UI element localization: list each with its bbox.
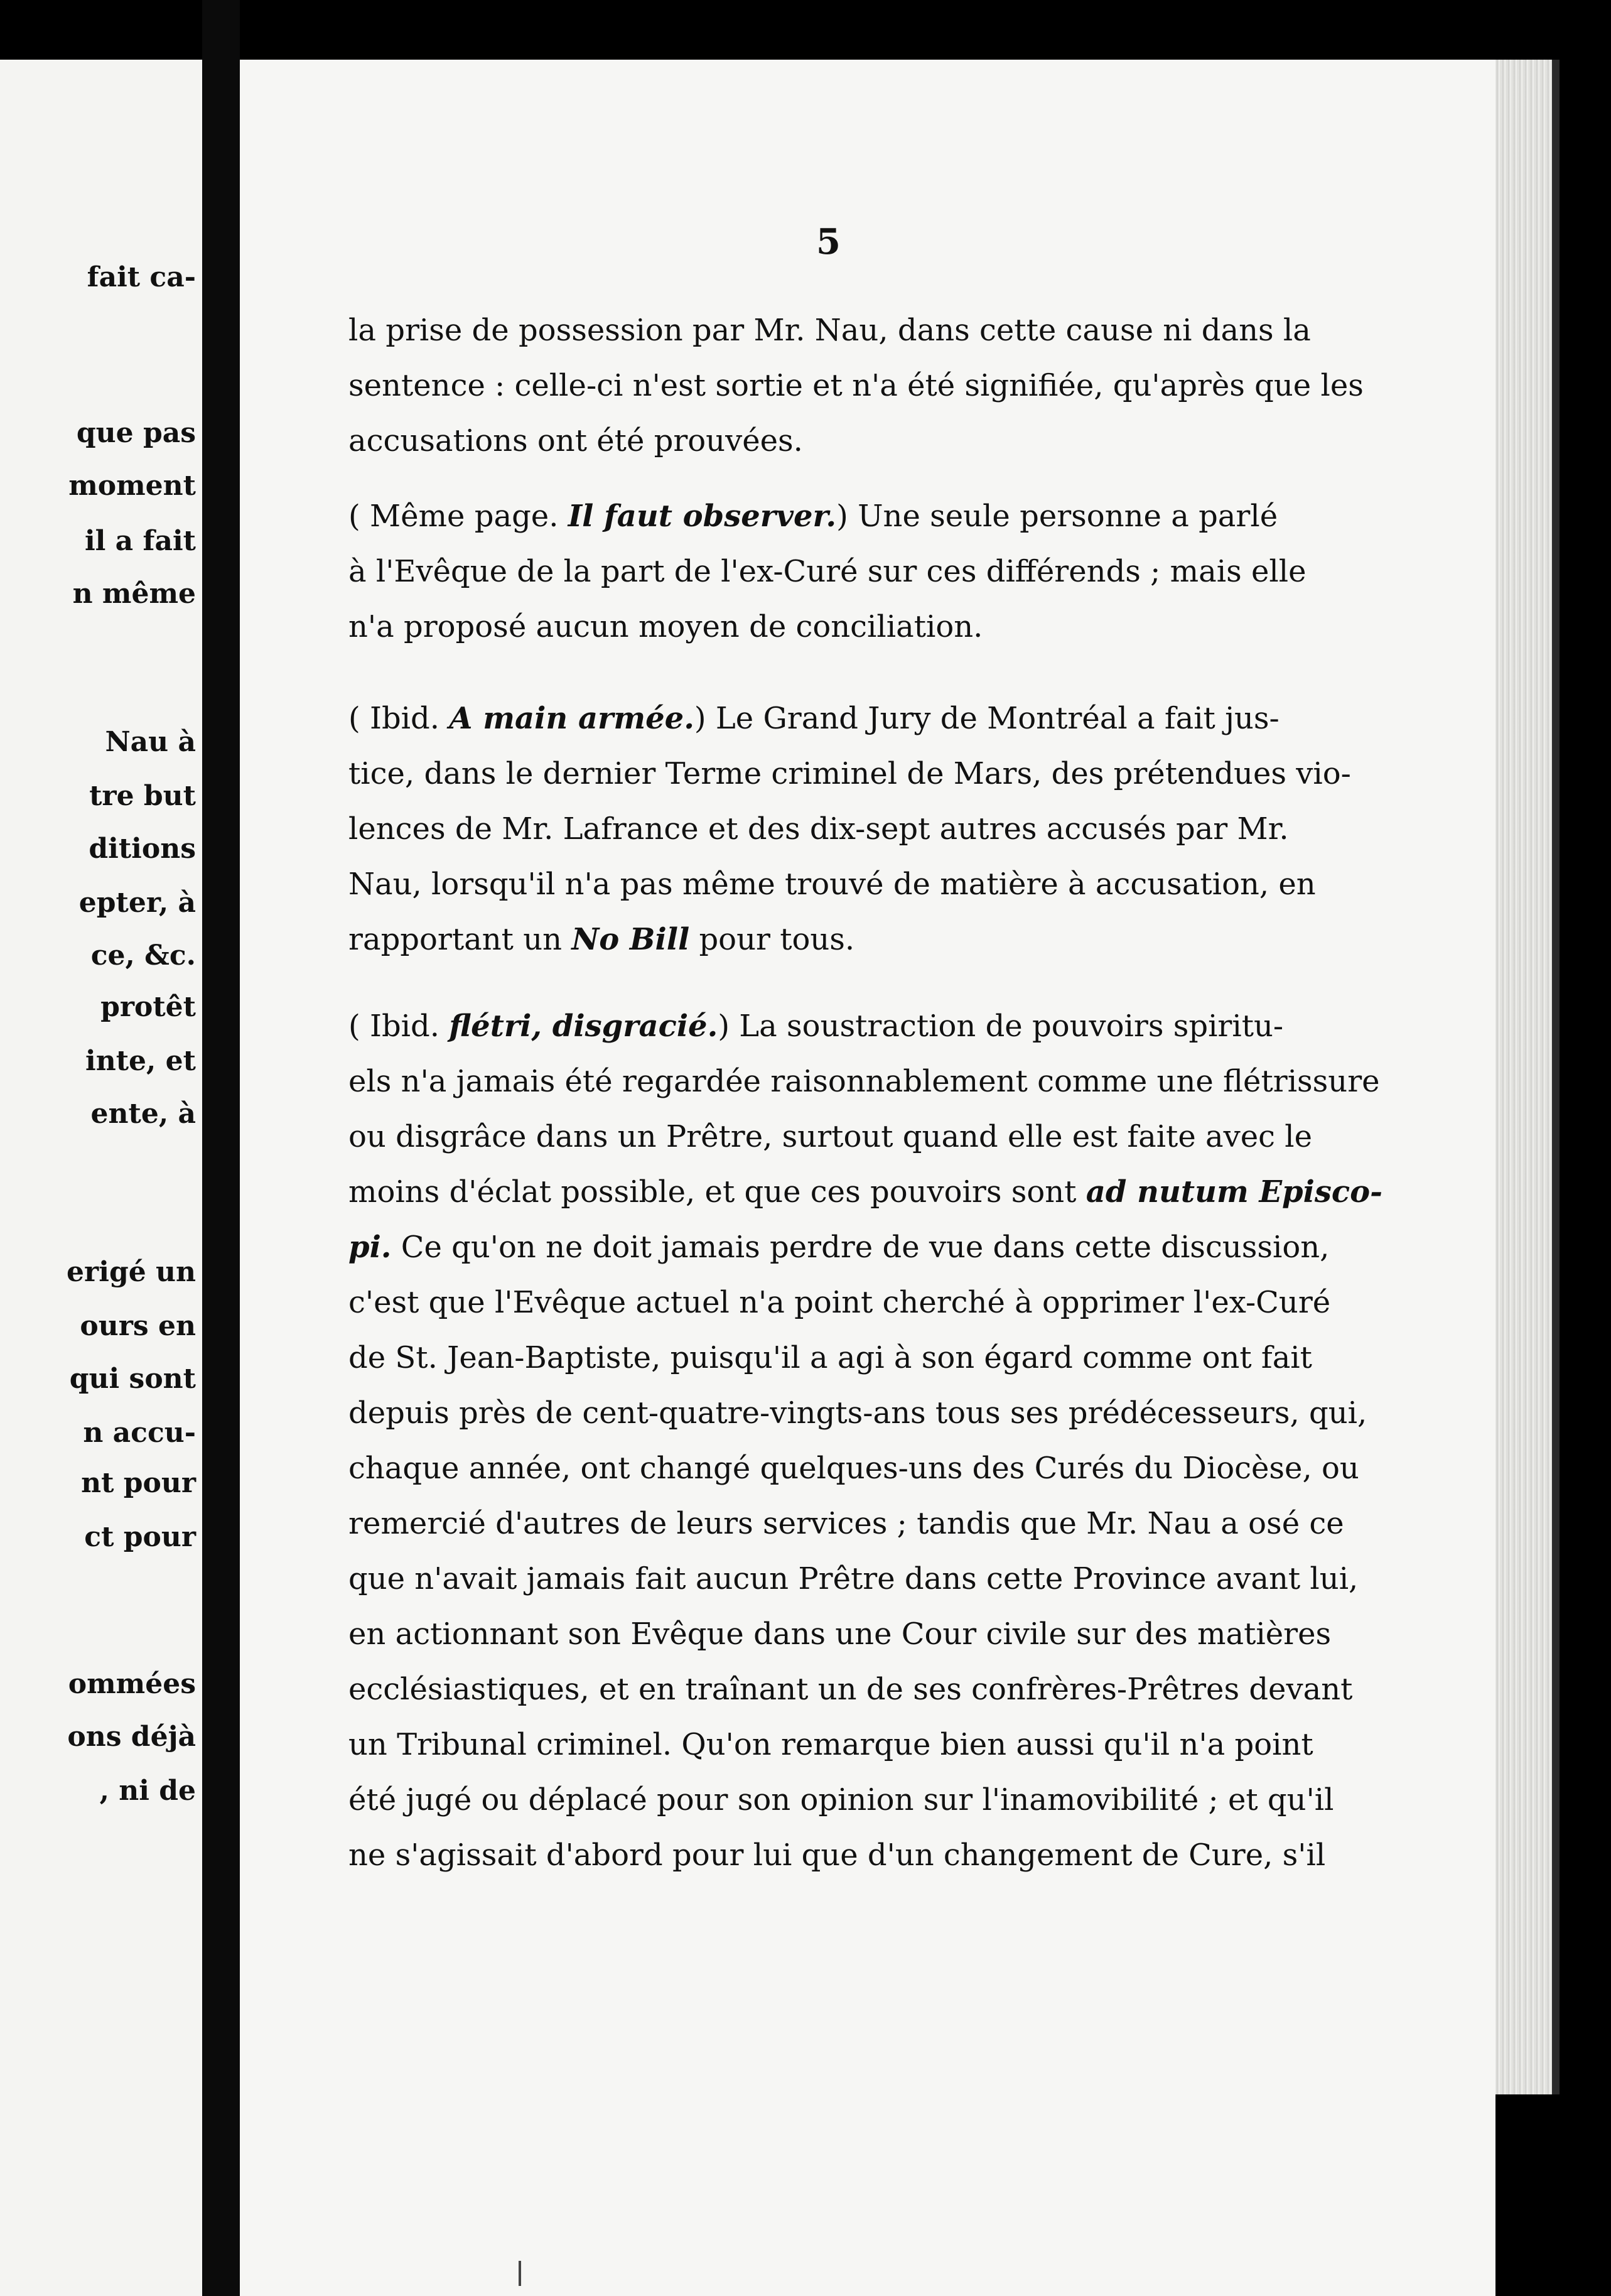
text-run: c'est que l'Evêque actuel n'a point cherché à opprimer l'ex-Curé bbox=[348, 1285, 1331, 1320]
text-line bbox=[348, 1275, 1331, 1330]
text-run: été jugé ou déplacé pour son opinion sur l'inamovibilité ; et qu'il bbox=[348, 1782, 1334, 1817]
left-page-fragment: ommées bbox=[68, 1668, 196, 1700]
text-run: ) Le Grand Jury de Montréal a fait jus- bbox=[694, 701, 1280, 736]
text-run: rapportant un bbox=[348, 922, 572, 957]
left-page-fragment: tre but bbox=[89, 780, 196, 812]
text-run: sentence : celle-ci n'est sortie et n'a été signifiée, qu'après que les bbox=[348, 368, 1364, 403]
text-line bbox=[348, 1717, 1318, 1772]
text-run: remercié d'autres de leurs services ; tandis que Mr. Nau a osé ce bbox=[348, 1506, 1344, 1541]
text-run: depuis près de cent-quatre-vingts-ans tous ses prédécesseurs, qui, bbox=[348, 1395, 1367, 1431]
left-page-fragment: epter, à bbox=[78, 887, 196, 919]
text-run: la prise de possession par Mr. Nau, dans cette cause ni dans la bbox=[348, 313, 1311, 348]
scan-mark bbox=[519, 2261, 521, 2286]
left-page-fragment: ditions bbox=[89, 833, 196, 865]
text-line bbox=[348, 1828, 1326, 1883]
left-page-fragment: ours en bbox=[80, 1310, 196, 1342]
left-page-fragment: ce, &c. bbox=[90, 940, 196, 972]
paragraph-p4 bbox=[348, 999, 1383, 1883]
book-gutter bbox=[202, 0, 240, 2296]
text-line bbox=[348, 1606, 1332, 1662]
page-edge-shadow bbox=[1552, 60, 1560, 2094]
left-page-margin bbox=[0, 60, 202, 2296]
text-run: ) La soustraction de pouvoirs spiritu- bbox=[718, 1009, 1284, 1044]
text-run: ou disgrâce dans un Prêtre, surtout quand elle est faite avec le bbox=[348, 1119, 1313, 1154]
text-line bbox=[348, 999, 1318, 1054]
text-run: n'a proposé aucun moyen de conciliation. bbox=[348, 609, 983, 644]
text-line bbox=[348, 358, 1364, 413]
left-page-fragment: ons déjà bbox=[67, 1721, 196, 1753]
text-run: de St. Jean-Baptiste, puisqu'il a agi à son égard comme ont fait bbox=[348, 1340, 1312, 1375]
text-run: ( Même page. bbox=[348, 499, 568, 534]
text-line bbox=[348, 857, 1318, 912]
text-line bbox=[348, 1109, 1318, 1164]
text-line bbox=[348, 1496, 1344, 1551]
left-page-fragment: ente, à bbox=[90, 1098, 196, 1130]
text-run: chaque année, ont changé quelques-uns des Curés du Diocèse, ou bbox=[348, 1451, 1359, 1486]
left-page-fragment: inte, et bbox=[85, 1045, 196, 1077]
text-run: ecclésiastiques, et en traînant un de ses confrères-Prêtres devant bbox=[348, 1672, 1353, 1707]
text-run: Ce qu'on ne doit jamais perdre de vue dans cette discussion, bbox=[391, 1230, 1330, 1265]
paragraph-p2 bbox=[348, 489, 1318, 654]
text-line bbox=[348, 413, 1318, 468]
left-page-fragment: moment bbox=[68, 470, 196, 502]
left-page-fragment: n même bbox=[72, 578, 196, 610]
italic-phrase: No Bill bbox=[571, 922, 690, 957]
text-line bbox=[348, 544, 1318, 599]
text-line bbox=[348, 1772, 1334, 1828]
text-run: accusations ont été prouvées. bbox=[348, 423, 803, 458]
left-page-fragment: n accu- bbox=[83, 1417, 196, 1449]
text-line bbox=[348, 1220, 1330, 1275]
text-run: en actionnant son Evêque dans une Cour civile sur des matières bbox=[348, 1616, 1332, 1652]
text-line bbox=[348, 1441, 1359, 1496]
text-run: Nau, lorsqu'il n'a pas même trouvé de matière à accusation, en bbox=[348, 867, 1316, 902]
left-page-fragment: , ni de bbox=[99, 1775, 196, 1807]
text-run: pour tous. bbox=[689, 922, 855, 957]
left-page-fragment: ct pour bbox=[84, 1521, 196, 1553]
text-run: à l'Evêque de la part de l'ex-Curé sur ces différends ; mais elle bbox=[348, 554, 1307, 589]
italic-phrase: pi. bbox=[348, 1230, 392, 1265]
text-run: ne s'agissait d'abord pour lui que d'un changement de Cure, s'il bbox=[348, 1838, 1326, 1873]
italic-phrase: Il faut observer. bbox=[568, 499, 837, 534]
left-page-fragment: protêt bbox=[100, 991, 196, 1023]
text-run: que n'avait jamais fait aucun Prêtre dans cette Province avant lui, bbox=[348, 1561, 1359, 1596]
left-page-fragment: que pas bbox=[76, 417, 196, 449]
text-run: els n'a jamais été regardée raisonnablement comme une flétrissure bbox=[348, 1064, 1380, 1099]
paragraph-p1 bbox=[348, 303, 1364, 468]
text-line bbox=[348, 1662, 1353, 1717]
text-line bbox=[348, 1385, 1367, 1441]
italic-phrase: ad nutum Episco- bbox=[1086, 1174, 1383, 1210]
text-run: ( Ibid. bbox=[348, 1009, 450, 1044]
text-line bbox=[348, 1164, 1383, 1220]
left-page-fragment: qui sont bbox=[69, 1363, 196, 1395]
text-run: ( Ibid. bbox=[348, 701, 450, 736]
left-page-fragment: fait ca- bbox=[87, 261, 196, 293]
text-line bbox=[348, 599, 1318, 654]
page-number: 5 bbox=[816, 221, 841, 263]
text-run: moins d'éclat possible, et que ces pouvoirs sont bbox=[348, 1174, 1086, 1210]
italic-phrase: flétri, disgracié. bbox=[449, 1009, 718, 1044]
text-run: un Tribunal criminel. Qu'on remarque bien aussi qu'il n'a point bbox=[348, 1727, 1313, 1762]
text-line bbox=[348, 1330, 1318, 1385]
text-line bbox=[348, 1551, 1359, 1606]
text-run: lences de Mr. Lafrance et des dix-sept autres accusés par Mr. bbox=[348, 811, 1289, 847]
text-line bbox=[348, 1054, 1380, 1109]
text-line bbox=[348, 303, 1318, 358]
left-page-fragment: erigé un bbox=[67, 1256, 196, 1288]
left-page-fragment: Nau à bbox=[105, 726, 196, 758]
text-run: tice, dans le dernier Terme criminel de Mars, des prétendues vio- bbox=[348, 756, 1351, 791]
left-page-fragment: nt pour bbox=[81, 1467, 196, 1499]
text-line bbox=[348, 746, 1351, 801]
text-run: ) Une seule personne a parlé bbox=[836, 499, 1278, 534]
text-line bbox=[348, 912, 1318, 967]
text-line bbox=[348, 489, 1318, 544]
left-page-fragment: il a fait bbox=[84, 525, 196, 557]
page-edges bbox=[1495, 60, 1558, 2094]
text-line bbox=[348, 691, 1318, 746]
paragraph-p3 bbox=[348, 691, 1351, 967]
italic-phrase: A main armée. bbox=[449, 701, 694, 736]
text-line bbox=[348, 801, 1318, 857]
